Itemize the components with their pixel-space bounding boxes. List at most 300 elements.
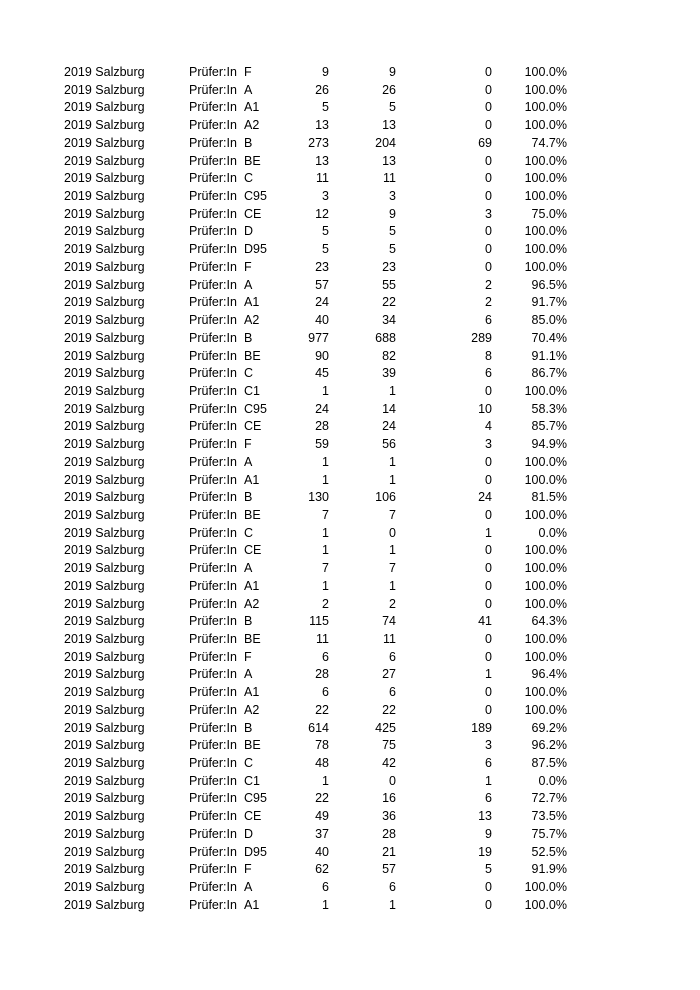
cell-pass-rate: 100.0% bbox=[524, 171, 567, 186]
cell-role: Prüfer:In bbox=[189, 702, 237, 717]
cell-total-count: 9 bbox=[322, 65, 329, 79]
table-row bbox=[0, 525, 700, 543]
cell-failed-count: 3 bbox=[485, 437, 492, 452]
table-row bbox=[0, 542, 700, 560]
cell-pass-rate: 96.4% bbox=[531, 667, 567, 682]
cell-total-count: 49 bbox=[315, 809, 329, 824]
table-row bbox=[0, 507, 700, 525]
cell-region: 2019 Salzburg bbox=[64, 773, 145, 788]
cell-license-class: B bbox=[244, 490, 253, 505]
cell-region: 2019 Salzburg bbox=[64, 277, 145, 292]
cell-license-class: BE bbox=[244, 348, 261, 363]
cell-passed-count: 1 bbox=[389, 472, 396, 487]
cell-license-class: A2 bbox=[244, 702, 260, 717]
cell-region: 2019 Salzburg bbox=[64, 401, 145, 416]
cell-total-count: 115 bbox=[309, 614, 329, 629]
cell-role: Prüfer:In bbox=[189, 720, 237, 735]
cell-failed-count: 8 bbox=[485, 348, 492, 363]
cell-pass-rate: 100.0% bbox=[524, 153, 567, 168]
cell-passed-count: 82 bbox=[382, 348, 396, 363]
cell-passed-count: 11 bbox=[383, 171, 396, 186]
cell-failed-count: 0 bbox=[485, 472, 492, 487]
cell-license-class: A1 bbox=[244, 100, 260, 115]
cell-failed-count: 5 bbox=[485, 862, 492, 877]
cell-pass-rate: 100.0% bbox=[524, 507, 567, 522]
table-row bbox=[0, 436, 700, 454]
cell-region: 2019 Salzburg bbox=[64, 454, 145, 469]
cell-total-count: 1 bbox=[322, 383, 329, 398]
cell-passed-count: 28 bbox=[382, 826, 396, 841]
cell-role: Prüfer:In bbox=[189, 65, 237, 79]
cell-region: 2019 Salzburg bbox=[64, 756, 145, 771]
cell-pass-rate: 100.0% bbox=[524, 224, 567, 239]
cell-failed-count: 2 bbox=[485, 277, 492, 292]
cell-failed-count: 0 bbox=[485, 118, 492, 133]
cell-total-count: 1 bbox=[322, 773, 329, 788]
cell-failed-count: 0 bbox=[485, 189, 492, 204]
cell-total-count: 2 bbox=[322, 596, 329, 611]
cell-pass-rate: 100.0% bbox=[524, 880, 567, 895]
cell-region: 2019 Salzburg bbox=[64, 348, 145, 363]
cell-pass-rate: 100.0% bbox=[524, 578, 567, 593]
cell-failed-count: 3 bbox=[485, 738, 492, 753]
table-row bbox=[0, 99, 700, 117]
cell-pass-rate: 100.0% bbox=[524, 118, 567, 133]
cell-region: 2019 Salzburg bbox=[64, 189, 145, 204]
table-row bbox=[0, 383, 700, 401]
cell-total-count: 1 bbox=[322, 454, 329, 469]
cell-total-count: 28 bbox=[315, 667, 329, 682]
cell-failed-count: 0 bbox=[485, 596, 492, 611]
cell-role: Prüfer:In bbox=[189, 791, 237, 806]
table-row bbox=[0, 365, 700, 383]
cell-pass-rate: 100.0% bbox=[524, 649, 567, 664]
cell-pass-rate: 85.0% bbox=[531, 313, 567, 328]
table-row bbox=[0, 737, 700, 755]
table-row bbox=[0, 613, 700, 631]
cell-passed-count: 2 bbox=[389, 596, 396, 611]
cell-region: 2019 Salzburg bbox=[64, 791, 145, 806]
cell-failed-count: 0 bbox=[485, 454, 492, 469]
cell-pass-rate: 74.7% bbox=[531, 135, 567, 150]
cell-passed-count: 1 bbox=[389, 897, 396, 912]
cell-role: Prüfer:In bbox=[189, 330, 237, 345]
cell-total-count: 6 bbox=[322, 649, 329, 664]
cell-region: 2019 Salzburg bbox=[64, 897, 145, 912]
table-row bbox=[0, 472, 700, 490]
cell-role: Prüfer:In bbox=[189, 844, 237, 859]
cell-role: Prüfer:In bbox=[189, 454, 237, 469]
cell-pass-rate: 100.0% bbox=[524, 685, 567, 700]
cell-role: Prüfer:In bbox=[189, 862, 237, 877]
cell-pass-rate: 75.0% bbox=[531, 206, 567, 221]
cell-pass-rate: 52.5% bbox=[531, 844, 567, 859]
cell-failed-count: 2 bbox=[485, 295, 492, 310]
cell-pass-rate: 70.4% bbox=[531, 330, 567, 345]
cell-failed-count: 6 bbox=[485, 756, 492, 771]
cell-region: 2019 Salzburg bbox=[64, 667, 145, 682]
table-row bbox=[0, 596, 700, 614]
cell-failed-count: 4 bbox=[485, 419, 492, 434]
cell-region: 2019 Salzburg bbox=[64, 720, 145, 735]
table-row bbox=[0, 755, 700, 773]
cell-role: Prüfer:In bbox=[189, 295, 237, 310]
cell-total-count: 1 bbox=[322, 543, 329, 558]
cell-passed-count: 425 bbox=[375, 720, 396, 735]
cell-total-count: 1 bbox=[322, 897, 329, 912]
cell-license-class: A1 bbox=[244, 295, 260, 310]
cell-license-class: CE bbox=[244, 543, 262, 558]
table-row bbox=[0, 649, 700, 667]
cell-region: 2019 Salzburg bbox=[64, 65, 145, 79]
cell-license-class: A1 bbox=[244, 578, 260, 593]
cell-passed-count: 24 bbox=[382, 419, 396, 434]
cell-pass-rate: 100.0% bbox=[524, 189, 567, 204]
cell-role: Prüfer:In bbox=[189, 578, 237, 593]
cell-total-count: 6 bbox=[322, 685, 329, 700]
cell-passed-count: 14 bbox=[382, 401, 396, 416]
cell-region: 2019 Salzburg bbox=[64, 206, 145, 221]
cell-pass-rate: 100.0% bbox=[524, 65, 567, 79]
cell-total-count: 7 bbox=[322, 507, 329, 522]
table-row bbox=[0, 684, 700, 702]
spreadsheet-table bbox=[0, 64, 700, 915]
cell-failed-count: 3 bbox=[485, 206, 492, 221]
cell-passed-count: 1 bbox=[389, 543, 396, 558]
table-row bbox=[0, 897, 700, 915]
cell-role: Prüfer:In bbox=[189, 348, 237, 363]
cell-license-class: A2 bbox=[244, 118, 260, 133]
cell-total-count: 23 bbox=[315, 259, 329, 274]
cell-total-count: 90 bbox=[315, 348, 329, 363]
cell-passed-count: 5 bbox=[389, 242, 396, 257]
cell-passed-count: 13 bbox=[382, 118, 396, 133]
cell-license-class: D95 bbox=[244, 242, 267, 257]
cell-total-count: 273 bbox=[308, 135, 329, 150]
cell-total-count: 7 bbox=[322, 561, 329, 576]
cell-failed-count: 0 bbox=[485, 383, 492, 398]
cell-role: Prüfer:In bbox=[189, 490, 237, 505]
cell-total-count: 1 bbox=[322, 525, 329, 540]
cell-pass-rate: 73.5% bbox=[531, 809, 567, 824]
cell-license-class: B bbox=[244, 135, 253, 150]
cell-pass-rate: 100.0% bbox=[524, 472, 567, 487]
cell-failed-count: 0 bbox=[485, 649, 492, 664]
cell-passed-count: 22 bbox=[382, 702, 396, 717]
cell-total-count: 57 bbox=[315, 277, 329, 292]
cell-license-class: A2 bbox=[244, 313, 260, 328]
cell-failed-count: 0 bbox=[485, 153, 492, 168]
cell-passed-count: 6 bbox=[389, 880, 396, 895]
cell-failed-count: 0 bbox=[485, 65, 492, 79]
cell-total-count: 13 bbox=[315, 153, 329, 168]
cell-region: 2019 Salzburg bbox=[64, 330, 145, 345]
cell-region: 2019 Salzburg bbox=[64, 259, 145, 274]
cell-role: Prüfer:In bbox=[189, 826, 237, 841]
cell-failed-count: 13 bbox=[478, 809, 492, 824]
cell-license-class: D95 bbox=[244, 844, 267, 859]
cell-license-class: CE bbox=[244, 809, 262, 824]
cell-failed-count: 0 bbox=[485, 259, 492, 274]
cell-pass-rate: 86.7% bbox=[531, 366, 567, 381]
cell-total-count: 40 bbox=[315, 844, 329, 859]
cell-role: Prüfer:In bbox=[189, 472, 237, 487]
table-row bbox=[0, 489, 700, 507]
cell-passed-count: 26 bbox=[382, 82, 396, 97]
cell-failed-count: 0 bbox=[485, 242, 492, 257]
cell-failed-count: 0 bbox=[485, 880, 492, 895]
cell-role: Prüfer:In bbox=[189, 596, 237, 611]
cell-passed-count: 55 bbox=[382, 277, 396, 292]
cell-license-class: C95 bbox=[244, 401, 267, 416]
cell-pass-rate: 69.2% bbox=[531, 720, 567, 735]
cell-passed-count: 0 bbox=[389, 773, 396, 788]
table-row bbox=[0, 312, 700, 330]
cell-region: 2019 Salzburg bbox=[64, 809, 145, 824]
cell-role: Prüfer:In bbox=[189, 366, 237, 381]
cell-region: 2019 Salzburg bbox=[64, 118, 145, 133]
cell-role: Prüfer:In bbox=[189, 773, 237, 788]
cell-region: 2019 Salzburg bbox=[64, 525, 145, 540]
cell-failed-count: 24 bbox=[478, 490, 492, 505]
table-row bbox=[0, 153, 700, 171]
cell-pass-rate: 100.0% bbox=[524, 242, 567, 257]
cell-role: Prüfer:In bbox=[189, 242, 237, 257]
cell-pass-rate: 100.0% bbox=[524, 259, 567, 274]
cell-total-count: 12 bbox=[315, 206, 329, 221]
cell-role: Prüfer:In bbox=[189, 224, 237, 239]
cell-license-class: BE bbox=[244, 153, 261, 168]
cell-region: 2019 Salzburg bbox=[64, 614, 145, 629]
cell-license-class: A bbox=[244, 454, 253, 469]
table-row bbox=[0, 277, 700, 295]
table-row bbox=[0, 844, 700, 862]
cell-role: Prüfer:In bbox=[189, 685, 237, 700]
cell-license-class: A bbox=[244, 561, 253, 576]
cell-passed-count: 56 bbox=[382, 437, 396, 452]
cell-total-count: 5 bbox=[322, 100, 329, 115]
table-row bbox=[0, 560, 700, 578]
cell-license-class: C1 bbox=[244, 773, 260, 788]
cell-passed-count: 1 bbox=[389, 383, 396, 398]
table-row bbox=[0, 418, 700, 436]
table-row bbox=[0, 206, 700, 224]
cell-passed-count: 42 bbox=[382, 756, 396, 771]
cell-total-count: 977 bbox=[308, 330, 329, 345]
cell-passed-count: 106 bbox=[375, 490, 396, 505]
cell-role: Prüfer:In bbox=[189, 419, 237, 434]
cell-region: 2019 Salzburg bbox=[64, 844, 145, 859]
cell-passed-count: 6 bbox=[389, 649, 396, 664]
cell-license-class: C bbox=[244, 366, 254, 381]
cell-pass-rate: 91.9% bbox=[531, 862, 567, 877]
cell-region: 2019 Salzburg bbox=[64, 135, 145, 150]
cell-region: 2019 Salzburg bbox=[64, 171, 145, 186]
cell-role: Prüfer:In bbox=[189, 313, 237, 328]
cell-region: 2019 Salzburg bbox=[64, 419, 145, 434]
cell-total-count: 614 bbox=[308, 720, 329, 735]
cell-failed-count: 289 bbox=[471, 330, 492, 345]
cell-total-count: 22 bbox=[315, 702, 329, 717]
cell-region: 2019 Salzburg bbox=[64, 242, 145, 257]
cell-role: Prüfer:In bbox=[189, 649, 237, 664]
cell-failed-count: 6 bbox=[485, 313, 492, 328]
cell-pass-rate: 96.5% bbox=[531, 277, 567, 292]
cell-license-class: F bbox=[244, 65, 252, 79]
cell-region: 2019 Salzburg bbox=[64, 596, 145, 611]
cell-passed-count: 688 bbox=[375, 330, 396, 345]
cell-region: 2019 Salzburg bbox=[64, 507, 145, 522]
cell-total-count: 1 bbox=[322, 472, 329, 487]
cell-role: Prüfer:In bbox=[189, 667, 237, 682]
cell-role: Prüfer:In bbox=[189, 259, 237, 274]
cell-role: Prüfer:In bbox=[189, 82, 237, 97]
cell-role: Prüfer:In bbox=[189, 614, 237, 629]
cell-total-count: 5 bbox=[322, 242, 329, 257]
cell-region: 2019 Salzburg bbox=[64, 862, 145, 877]
cell-passed-count: 23 bbox=[382, 259, 396, 274]
cell-role: Prüfer:In bbox=[189, 525, 237, 540]
cell-license-class: C bbox=[244, 525, 254, 540]
cell-total-count: 22 bbox=[315, 791, 329, 806]
cell-pass-rate: 81.5% bbox=[531, 490, 567, 505]
table-row bbox=[0, 454, 700, 472]
cell-pass-rate: 100.0% bbox=[524, 702, 567, 717]
cell-pass-rate: 100.0% bbox=[524, 82, 567, 97]
cell-failed-count: 10 bbox=[478, 401, 492, 416]
cell-region: 2019 Salzburg bbox=[64, 632, 145, 646]
cell-passed-count: 27 bbox=[382, 667, 396, 682]
table-row bbox=[0, 401, 700, 419]
table-row bbox=[0, 773, 700, 791]
cell-passed-count: 5 bbox=[389, 100, 396, 115]
cell-pass-rate: 100.0% bbox=[524, 383, 567, 398]
table-row bbox=[0, 330, 700, 348]
cell-license-class: F bbox=[244, 437, 252, 452]
cell-passed-count: 11 bbox=[383, 632, 396, 646]
cell-passed-count: 21 bbox=[382, 844, 396, 859]
table-row bbox=[0, 879, 700, 897]
cell-region: 2019 Salzburg bbox=[64, 224, 145, 239]
table-row bbox=[0, 135, 700, 153]
cell-pass-rate: 91.1% bbox=[531, 348, 567, 363]
cell-pass-rate: 72.7% bbox=[531, 791, 567, 806]
cell-region: 2019 Salzburg bbox=[64, 153, 145, 168]
cell-license-class: CE bbox=[244, 419, 262, 434]
cell-role: Prüfer:In bbox=[189, 507, 237, 522]
cell-pass-rate: 96.2% bbox=[531, 738, 567, 753]
cell-region: 2019 Salzburg bbox=[64, 880, 145, 895]
cell-role: Prüfer:In bbox=[189, 189, 237, 204]
cell-license-class: B bbox=[244, 720, 253, 735]
cell-passed-count: 3 bbox=[389, 189, 396, 204]
cell-pass-rate: 85.7% bbox=[531, 419, 567, 434]
cell-pass-rate: 100.0% bbox=[524, 897, 567, 912]
cell-role: Prüfer:In bbox=[189, 153, 237, 168]
cell-failed-count: 0 bbox=[485, 702, 492, 717]
cell-pass-rate: 100.0% bbox=[524, 632, 567, 646]
cell-role: Prüfer:In bbox=[189, 897, 237, 912]
table-row bbox=[0, 117, 700, 135]
cell-passed-count: 0 bbox=[389, 525, 396, 540]
cell-failed-count: 189 bbox=[471, 720, 492, 735]
cell-passed-count: 75 bbox=[382, 738, 396, 753]
cell-total-count: 26 bbox=[315, 82, 329, 97]
cell-failed-count: 0 bbox=[485, 224, 492, 239]
table-row bbox=[0, 241, 700, 259]
cell-role: Prüfer:In bbox=[189, 100, 237, 115]
cell-total-count: 62 bbox=[315, 862, 329, 877]
cell-region: 2019 Salzburg bbox=[64, 702, 145, 717]
cell-passed-count: 16 bbox=[382, 791, 396, 806]
cell-region: 2019 Salzburg bbox=[64, 82, 145, 97]
cell-total-count: 78 bbox=[315, 738, 329, 753]
cell-total-count: 37 bbox=[315, 826, 329, 841]
cell-license-class: BE bbox=[244, 738, 261, 753]
cell-total-count: 24 bbox=[315, 295, 329, 310]
cell-total-count: 24 bbox=[315, 401, 329, 416]
cell-failed-count: 1 bbox=[485, 525, 492, 540]
cell-license-class: D bbox=[244, 826, 254, 841]
table-row bbox=[0, 578, 700, 596]
cell-license-class: D bbox=[244, 224, 254, 239]
cell-failed-count: 0 bbox=[485, 507, 492, 522]
cell-role: Prüfer:In bbox=[189, 738, 237, 753]
cell-total-count: 6 bbox=[322, 880, 329, 895]
cell-role: Prüfer:In bbox=[189, 171, 237, 186]
cell-total-count: 48 bbox=[315, 756, 329, 771]
cell-license-class: F bbox=[244, 862, 252, 877]
cell-failed-count: 0 bbox=[485, 561, 492, 576]
cell-license-class: BE bbox=[244, 632, 261, 646]
cell-total-count: 11 bbox=[316, 171, 329, 186]
table-row bbox=[0, 64, 700, 82]
cell-region: 2019 Salzburg bbox=[64, 437, 145, 452]
cell-region: 2019 Salzburg bbox=[64, 295, 145, 310]
cell-passed-count: 1 bbox=[389, 578, 396, 593]
cell-license-class: A1 bbox=[244, 685, 260, 700]
cell-role: Prüfer:In bbox=[189, 543, 237, 558]
cell-license-class: CE bbox=[244, 206, 262, 221]
table-row bbox=[0, 720, 700, 738]
cell-license-class: B bbox=[244, 614, 253, 629]
table-row bbox=[0, 223, 700, 241]
cell-total-count: 11 bbox=[316, 632, 329, 646]
cell-total-count: 59 bbox=[315, 437, 329, 452]
cell-region: 2019 Salzburg bbox=[64, 383, 145, 398]
cell-region: 2019 Salzburg bbox=[64, 561, 145, 576]
cell-passed-count: 204 bbox=[375, 135, 396, 150]
cell-failed-count: 0 bbox=[485, 171, 492, 186]
cell-pass-rate: 0.0% bbox=[538, 525, 567, 540]
cell-region: 2019 Salzburg bbox=[64, 685, 145, 700]
cell-role: Prüfer:In bbox=[189, 756, 237, 771]
cell-pass-rate: 100.0% bbox=[524, 596, 567, 611]
table-row bbox=[0, 790, 700, 808]
table-row bbox=[0, 82, 700, 100]
cell-passed-count: 9 bbox=[389, 65, 396, 79]
table-row bbox=[0, 702, 700, 720]
cell-role: Prüfer:In bbox=[189, 135, 237, 150]
cell-region: 2019 Salzburg bbox=[64, 490, 145, 505]
cell-failed-count: 41 bbox=[478, 614, 492, 629]
cell-passed-count: 1 bbox=[389, 454, 396, 469]
cell-region: 2019 Salzburg bbox=[64, 472, 145, 487]
cell-role: Prüfer:In bbox=[189, 809, 237, 824]
cell-pass-rate: 75.7% bbox=[531, 826, 567, 841]
cell-license-class: C bbox=[244, 171, 254, 186]
cell-failed-count: 0 bbox=[485, 100, 492, 115]
